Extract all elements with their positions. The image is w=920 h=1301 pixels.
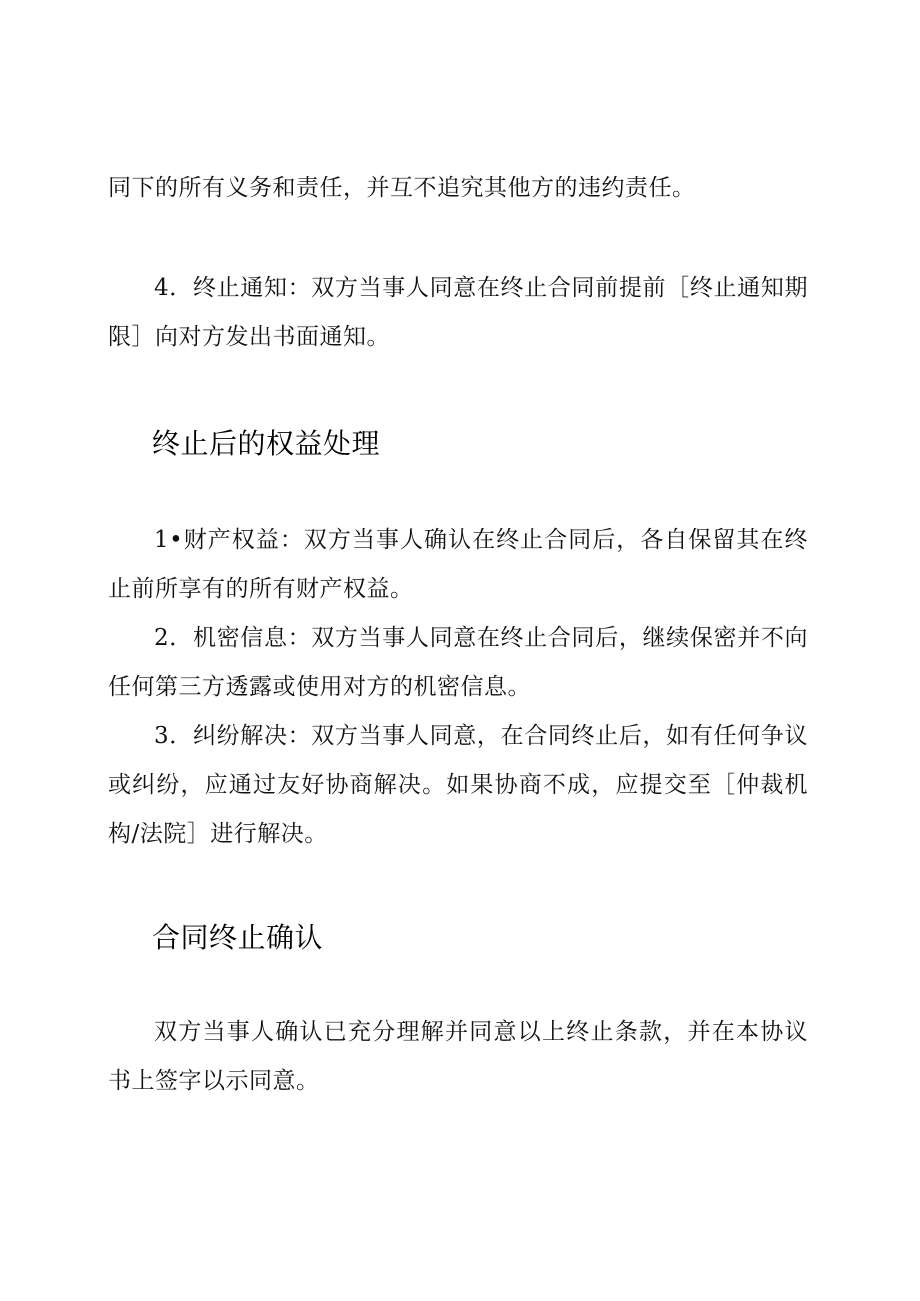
section-heading-confirm: 合同终止确认 [152,921,324,954]
section-heading-rights: 终止后的权益处理 [152,427,381,460]
property-rights-clause: 1•财产权益：双方当事人确认在终止合同后，各自保留其在终止前所享有的所有财产权益。 [108,527,808,602]
confirmation-paragraph: 双方当事人确认已充分理解并同意以上终止条款，并在本协议书上签字以示同意。 [108,1019,808,1094]
confidential-info-clause: 2．机密信息：双方当事人同意在终止合同后，继续保密并不向任何第三方透露或使用对方的机密信息。 [108,625,808,700]
dispute-resolution-clause: 3．纠纷解决：双方当事人同意，在合同终止后，如有任何争议或纠纷，应通过友好协商解决。如果协商不成，应提交至［仲裁机构/法院］进行解决。 [108,723,808,847]
continuation-paragraph: 同下的所有义务和责任，并互不追究其他方的违约责任。 [108,175,696,201]
termination-notice-clause: 4．终止通知：双方当事人同意在终止合同前提前［终止通知期限］向对方发出书面通知。 [108,275,808,350]
